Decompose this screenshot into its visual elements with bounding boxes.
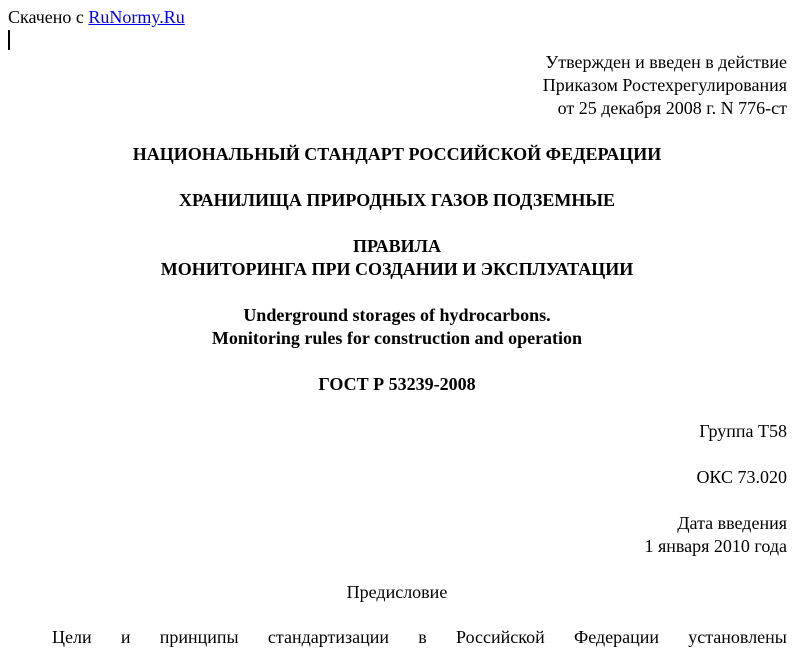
approval-line-1: Утвержден и введен в действие <box>545 52 787 72</box>
foreword-word: в <box>418 627 427 647</box>
source-line <box>8 6 794 28</box>
approval-line-2: Приказом Ростехрегулирования <box>542 75 787 95</box>
approval-line-3: от 25 декабря 2008 г. N 776-ст <box>557 98 787 118</box>
foreword-word: и <box>120 627 131 647</box>
foreword-word: Российской <box>456 627 545 647</box>
standard-title-line-2: ПРАВИЛА <box>352 236 442 256</box>
standard-title-line-1: ХРАНИЛИЩА ПРИРОДНЫХ ГАЗОВ ПОДЗЕМНЫЕ <box>178 190 616 210</box>
english-title-line-2: Monitoring rules for construction and operation <box>211 328 583 348</box>
intro-date-value: 1 января 2010 года <box>644 536 787 556</box>
english-title-line-1: Underground storages of hydrocarbons. <box>243 305 551 325</box>
intro-date-label: Дата введения <box>677 513 787 533</box>
source-prefix: Скачено с <box>8 7 89 27</box>
foreword-word: Цели <box>52 627 92 647</box>
foreword-word: установлены <box>688 627 787 647</box>
foreword-word: принципы <box>159 627 239 647</box>
foreword-word: стандартизации <box>267 627 389 647</box>
text-cursor <box>8 30 10 50</box>
foreword-first-line <box>52 626 787 648</box>
foreword-word: Федерации <box>573 627 659 647</box>
oks-code: ОКС 73.020 <box>696 467 787 487</box>
group-code: Группа Т58 <box>699 421 787 441</box>
national-standard-heading: НАЦИОНАЛЬНЫЙ СТАНДАРТ РОССИЙСКОЙ ФЕДЕРАЦИИ <box>132 144 662 164</box>
standard-title-line-3: МОНИТОРИНГА ПРИ СОЗДАНИИ И ЭКСПЛУАТАЦИИ <box>160 259 634 279</box>
foreword-title: Предисловие <box>346 582 448 602</box>
source-link[interactable]: RuNormy.Ru <box>88 7 185 27</box>
gost-code: ГОСТ Р 53239-2008 <box>318 374 476 394</box>
